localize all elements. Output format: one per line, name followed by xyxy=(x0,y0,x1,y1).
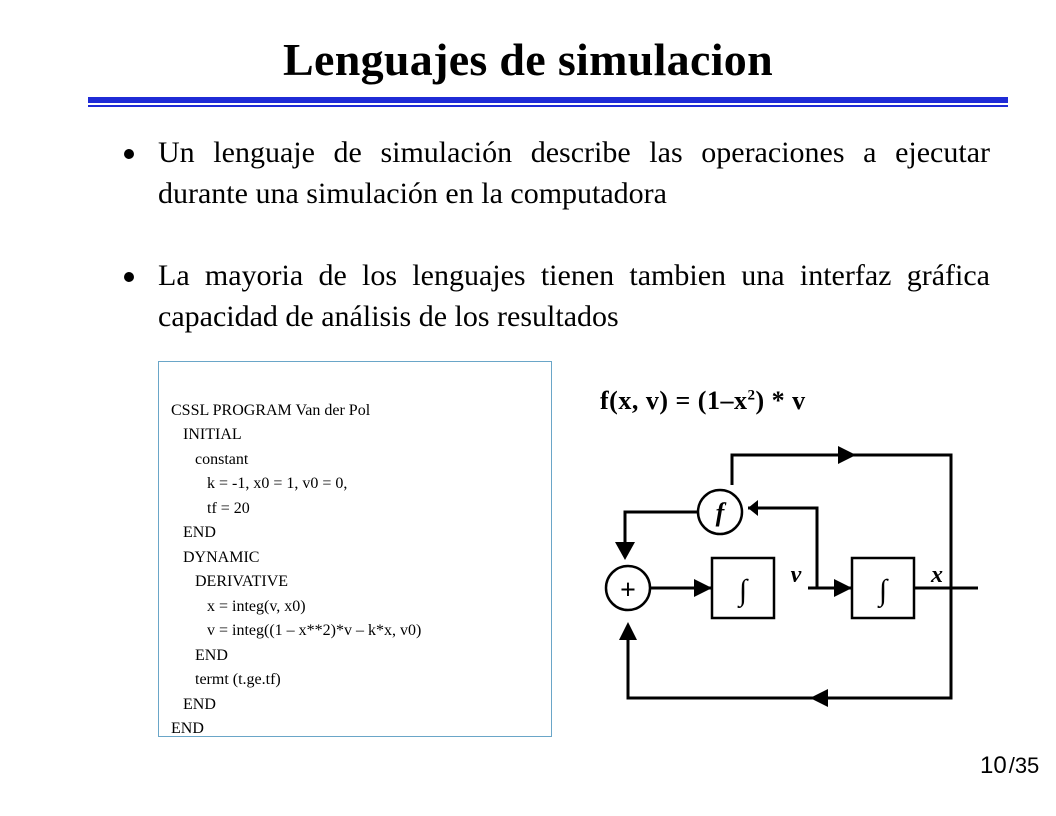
arrowhead-icon xyxy=(694,579,712,597)
f-block-label: f xyxy=(715,498,725,527)
code-line: x = integ(v, x0) xyxy=(171,597,306,615)
arrowhead-icon xyxy=(834,579,852,597)
arrowhead-icon xyxy=(619,622,637,640)
page-current: 10 xyxy=(980,752,1007,779)
sum-block-label: + xyxy=(620,575,636,606)
code-line: termt (t.ge.tf) xyxy=(171,671,281,688)
formula-exponent: 2 xyxy=(747,387,756,404)
arrowhead-icon xyxy=(810,689,828,707)
page-number xyxy=(980,752,1039,780)
arrowhead-icon xyxy=(615,542,635,560)
integrator-label: ∫ xyxy=(878,574,888,607)
formula-left: f(x, v) = (1–x xyxy=(600,386,748,415)
code-line: k = -1, x0 = 1, v0 = 0, xyxy=(171,475,348,492)
x-signal-label: x xyxy=(931,562,943,588)
block-diagram xyxy=(580,430,980,720)
code-line: CSSL PROGRAM Van der Pol xyxy=(171,401,371,419)
code-line: DYNAMIC xyxy=(171,548,260,566)
page-total: /35 xyxy=(1008,753,1040,778)
code-line: INITIAL xyxy=(171,426,242,443)
code-line: DERIVATIVE xyxy=(171,573,289,590)
code-line: END xyxy=(171,524,216,541)
code-line: END xyxy=(171,695,216,713)
arrowhead-icon xyxy=(838,446,856,464)
title-rule-thick xyxy=(88,97,1008,103)
bullet-item xyxy=(158,132,990,214)
bullet-dot-icon xyxy=(124,272,134,282)
code-line: END xyxy=(171,646,228,664)
code-line: tf = 20 xyxy=(171,499,250,517)
f-output-line xyxy=(625,512,698,548)
code-listing xyxy=(158,361,552,737)
v-signal-label: v xyxy=(790,562,802,588)
diagram-formula xyxy=(600,386,806,416)
formula-right: ) * v xyxy=(755,386,806,415)
code-line: END xyxy=(171,720,204,737)
bullet-text: La mayoria de los lenguajes tienen tambien una interfaz gráfica capacidad de análisis de los resultados xyxy=(158,259,990,333)
bullet-text: Un lenguaje de simulación describe las operaciones a ejecutar durante una simulación en la computadora xyxy=(158,136,990,210)
arrowhead-icon xyxy=(748,500,758,516)
bullet-dot-icon xyxy=(124,149,134,159)
slide-title: Lenguajes de simulacion xyxy=(283,34,773,85)
code-line: constant xyxy=(171,450,249,468)
code-line: v = integ((1 – x**2)*v – k*x, v0) xyxy=(171,622,422,639)
title-rule-thin xyxy=(88,105,1008,107)
bullet-item xyxy=(158,255,990,337)
integrator-label: ∫ xyxy=(738,574,748,607)
